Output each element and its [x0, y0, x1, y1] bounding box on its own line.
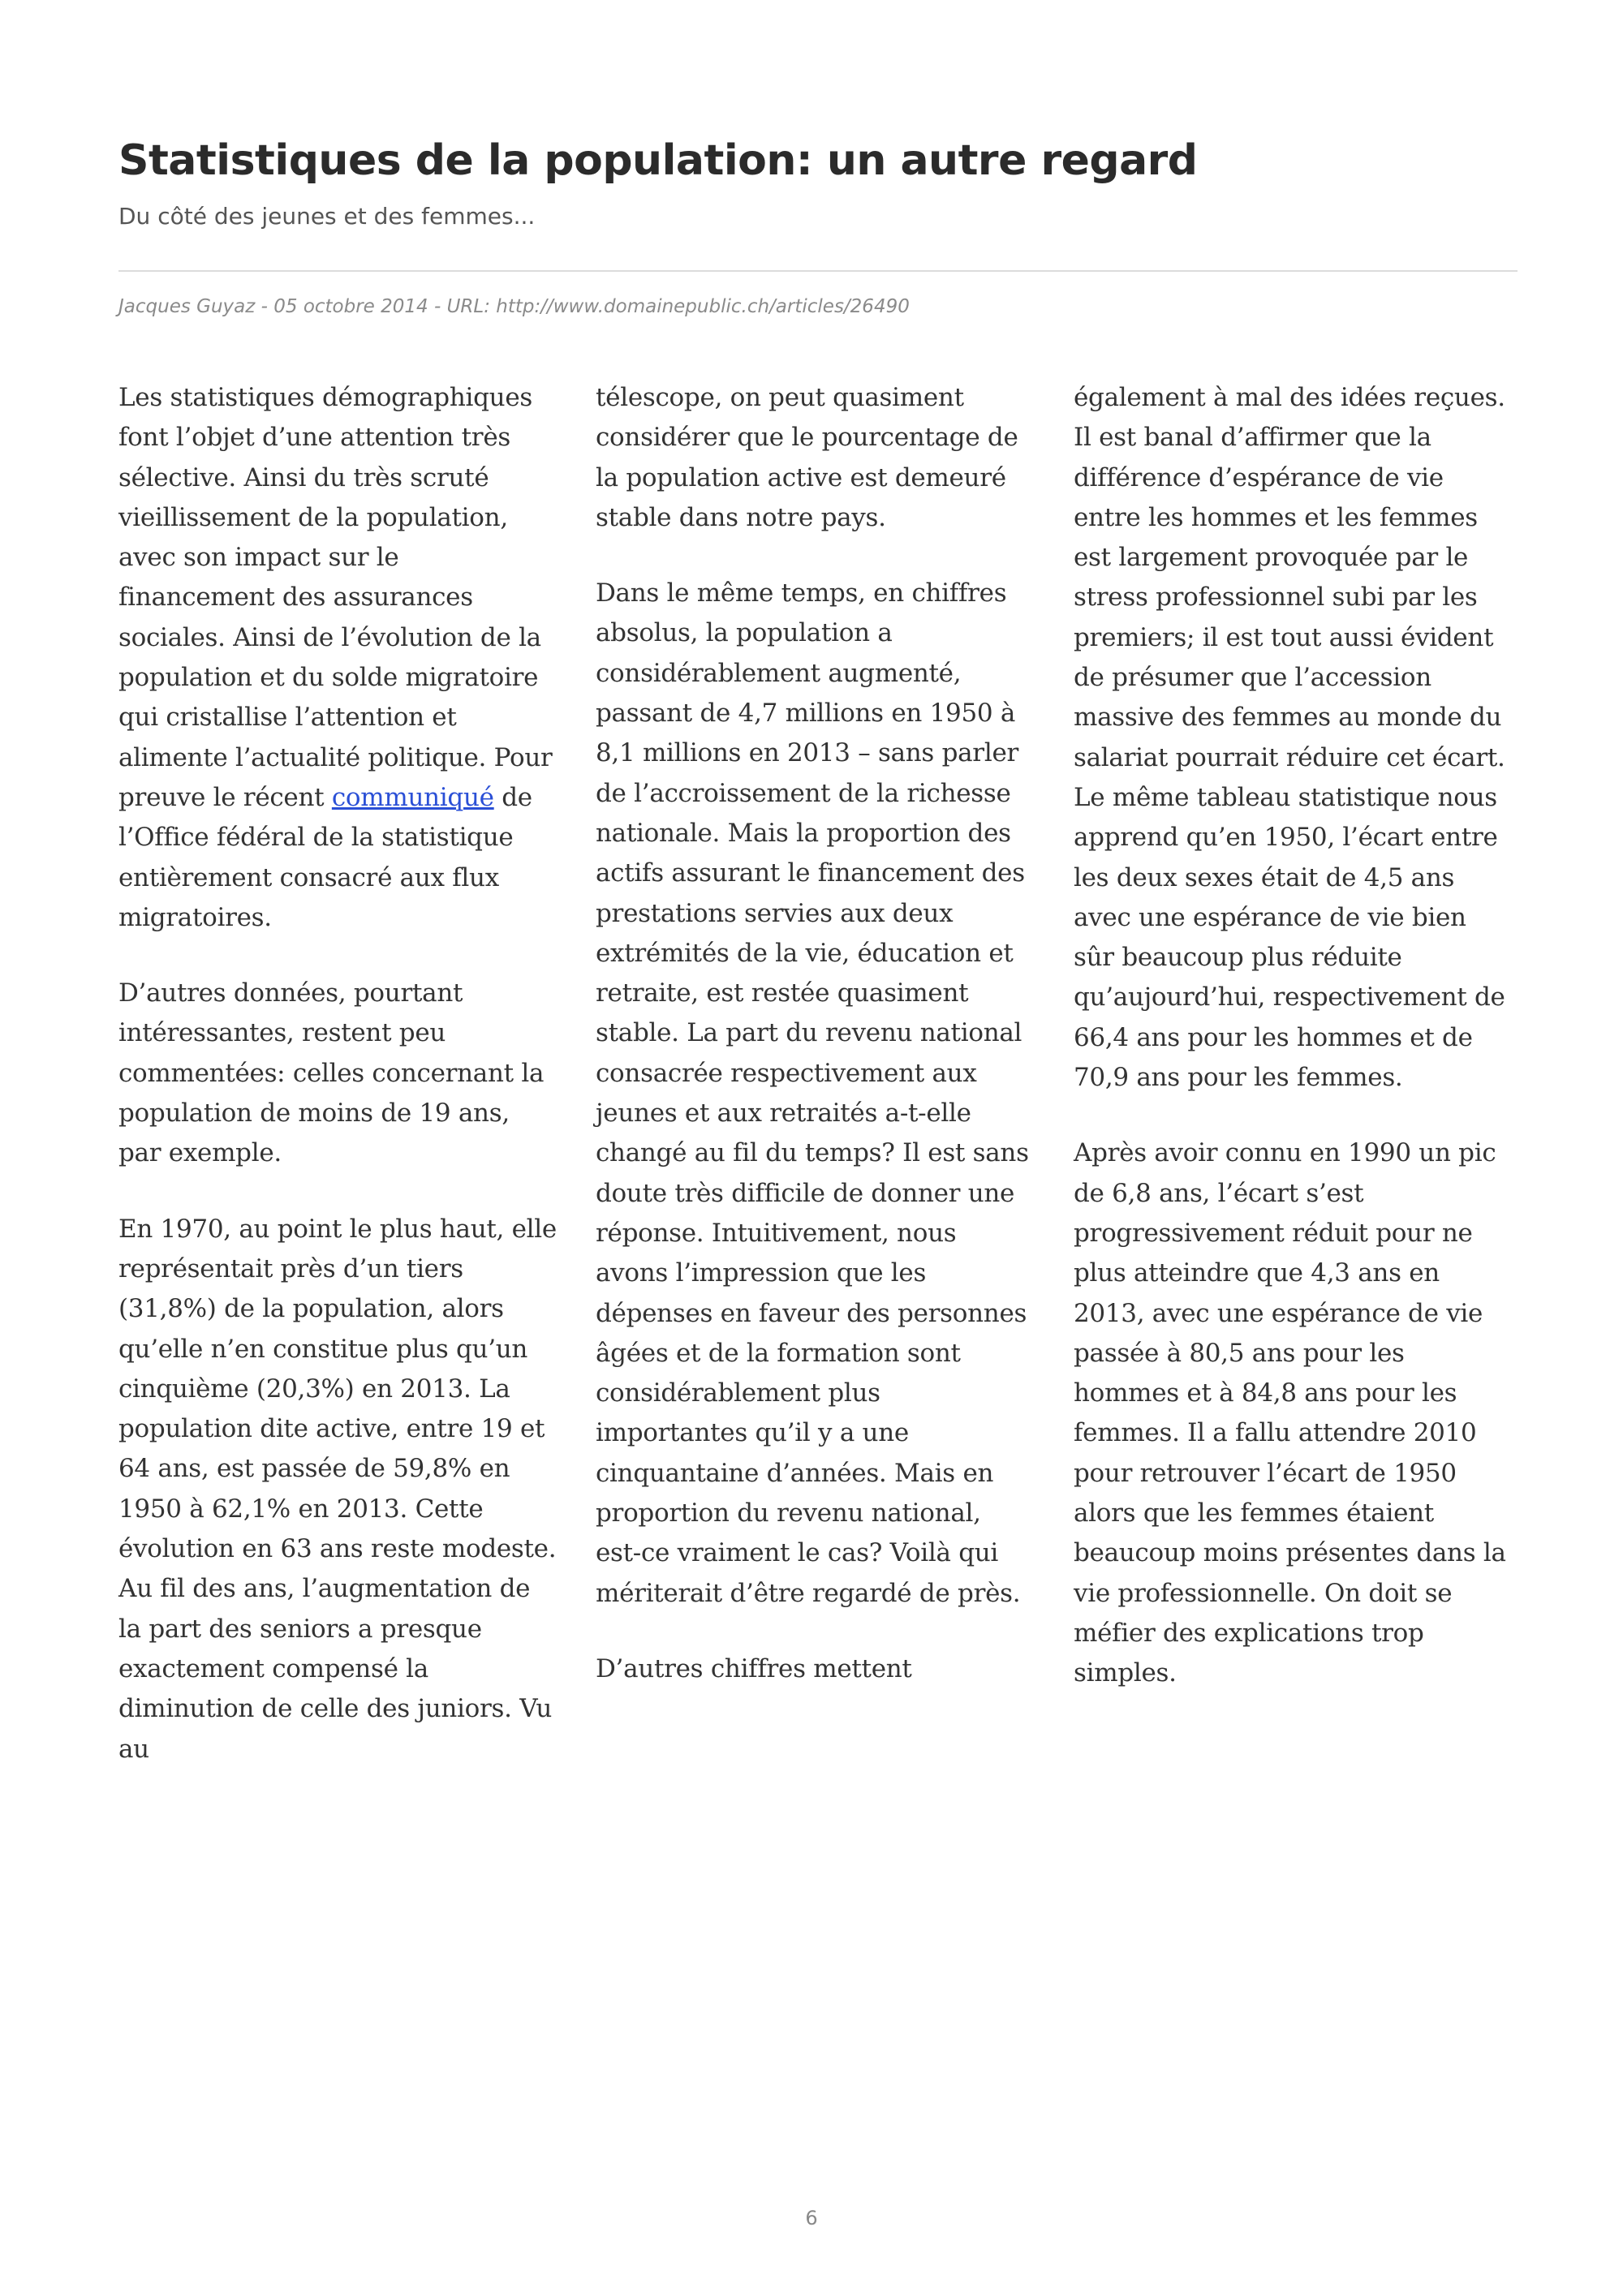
- paragraph: Dans le même temps, en chiffres absolus, la population a considérablement augmenté, passant de 4,7 millions en 1950 à 8,1 millions en 2013 – sans parler de l’accroissement de la richesse nationale. Mais la proportion des actifs assurant le financement des prestations servies aux deux extrémités de la vie, éducation et retraite, est restée quasiment stable. La part du revenu national consacrée respectivement aux jeunes et aux retraités a-t-elle changé au fil du temps? Il est sans doute très difficile de donner une réponse. Intuitivement, nous avons l’impression que les dépenses en faveur des personnes âgées et de la formation sont considérablement plus importantes qu’il y a une cinquantaine d’années. Mais en proportion du revenu national, est-ce vraiment le cas? Voilà qui mériterait d’être regardé de près.: [596, 578, 1029, 1608]
- paragraph: [118, 378, 557, 938]
- paragraph: Après avoir connu en 1990 un pic de 6,8 ans, l’écart s’est progressivement réduit pour ne plus atteindre que 4,3 ans en 2013, avec une espérance de vie passée à 80,5 ans pour les hommes et à 84,8 ans pour les femmes. Il a fallu attendre 2010 pour retrouver l’écart de 1950 alors que les femmes étaient beaucoup moins présentes dans la vie professionnelle. On doit se méfier des explications trop simples.: [1074, 1138, 1506, 1688]
- article-title: Statistiques de la population: un autre regard: [118, 136, 1198, 185]
- paragraph: En 1970, au point le plus haut, elle représentait près d’un tiers (31,8%) de la population, alors qu’elle n’en constitue plus qu’un cinquième (20,3%) en 2013. La population dite active, entre 19 et 64 ans, est passée de 59,8% en 1950 à 62,1% en 2013. Cette évolution en 63 ans reste modeste. Au fil des ans, l’augmentation de la part des seniors a presque exactement compensé la diminution de celle des juniors. Vu au: [118, 1214, 557, 1764]
- header-divider: [118, 270, 1518, 272]
- text-column-1: [118, 378, 557, 1805]
- text-column-2: [596, 378, 1034, 1725]
- text-column-3: [1074, 378, 1512, 1730]
- paragraph: également à mal des idées reçues. Il est banal d’affirmer que la différence d’espérance de vie entre les hommes et les femmes est largement provoquée par le stress professionnel subi par les premiers; il est tout aussi évident de présumer que l’accession massive des femmes au monde du salariat pourrait réduire cet écart. Le même tableau statistique nous apprend qu’en 1950, l’écart entre les deux sexes était de 4,5 ans avec une espérance de vie bien sûr beaucoup plus réduite qu’aujourd’hui, respectivement de 66,4 ans pour les hommes et de 70,9 ans pour les femmes.: [1074, 383, 1505, 1093]
- paragraph: D’autres données, pourtant intéressantes, restent peu commentées: celles concernant la population de moins de 19 ans, par exemple.: [118, 978, 545, 1168]
- paragraph: télescope, on peut quasiment considérer que le pourcentage de la population active est demeuré stable dans notre pays.: [596, 383, 1018, 532]
- article-byline: Jacques Guyaz - 05 octobre 2014 - URL: http://www.domainepublic.ch/articles/26490: [118, 296, 910, 317]
- paragraph: D’autres chiffres mettent: [596, 1653, 912, 1683]
- paragraph-text: Les statistiques démographiques font l’objet d’une attention très sélective. Ainsi du très scruté vieillissement de la population, avec son impact sur le financement des assurances sociales. Ainsi de l’évolution de la population et du solde migratoire qui cristallise l’attention et alimente l’actualité politique. Pour preuve le récent: [118, 383, 553, 812]
- paragraph-text: de l’Office fédéral de la statistique entièrement consacré aux flux migratoires.: [118, 782, 532, 932]
- page-number: 6: [805, 2207, 818, 2229]
- article-subtitle: Du côté des jeunes et des femmes...: [118, 203, 536, 230]
- communique-link[interactable]: communiqué: [331, 782, 494, 812]
